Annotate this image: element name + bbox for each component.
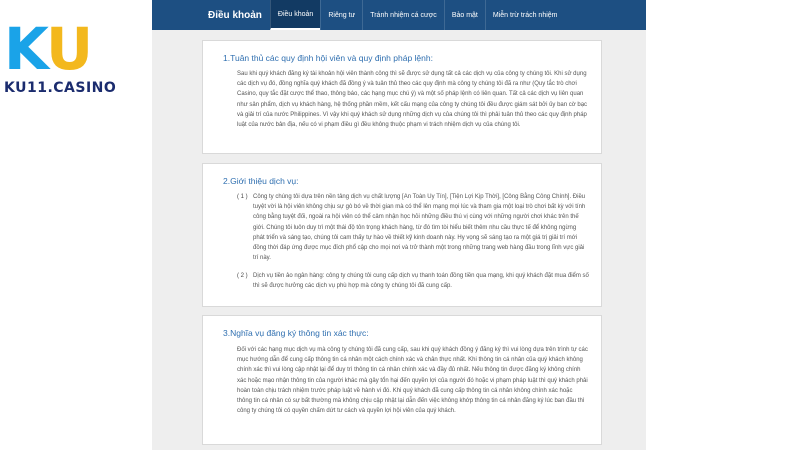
section-registration-obligation	[202, 315, 602, 445]
section-service-intro	[202, 163, 602, 307]
tab-rieng-tu[interactable]: Riêng tư	[320, 0, 362, 30]
logo-mark	[4, 15, 92, 83]
logo-u: U	[45, 15, 92, 83]
item-number: ( 1 )	[237, 194, 248, 200]
item-text: Dịch vụ tiền ảo ngân hàng: công ty chúng tôi cung cấp dịch vụ thanh toán đồng tiền qua mạng, khi quý khách đặt mua điểm số thì sẽ được hưởng các dịch vụ phù hợp mà công ty chúng tôi đã cung cấp.	[253, 273, 589, 290]
tab-dieu-khoan[interactable]: Điều khoản	[270, 0, 320, 30]
tab-tranh-nhiem-ca-cuoc[interactable]: Tránh nhiệm cá cược	[362, 0, 444, 30]
section-body: Sau khi quý khách đăng ký tài khoản hội viên thành công thì sẽ được sử dụng tất cả các dịch vụ của công ty chúng tôi. Khi sử dụng các dịch vụ đó, đồng nghĩa quý khách đã đồng ý và tuân thủ theo các quy định mà công ty chúng tôi đã ra như (Quy tắc trò chơi Casino, quy tắc đặt cược thể thao, thông báo, các hạng mục chú ý) và một số pháp lệnh có liên quan. Tất cả các dịch vụ liên quan như sản phẩm, dịch vụ khách hàng, hệ thống phần mềm, kết cấu mạng của công ty chúng tôi đều được giám sát bởi ủy ban cờ bạc và giải trí của nước Philippines. Vì vậy khi quý khách sử dụng những dịch vụ của chúng tôi thì phải tuân thủ theo các quy định pháp luật của nước bản địa, nếu có vi phạm điều gì đều không thuộc phạm vi trách nhiệm dịch vụ của chúng tôi.	[237, 71, 588, 129]
section-title: 3.Nghĩa vụ đăng ký thông tin xác thực:	[223, 328, 369, 338]
section-body: Đối với các hạng mục dịch vụ mà công ty chúng tôi đã cung cấp, sau khi quý khách đồng ý đăng ký thì vui lòng dựa trên trình tự các mục hướng dẫn để cung cấp thông tin cá nhân một cách chính xác và chân thực nhất. Khi thông tin cá nhân của quý khách không chính xác thì vui lòng cập nhật lại để duy trì thông tin cá nhân chính xác và đầy đủ nhất. Nếu thông tin được đăng ký không chính xác hoặc mạo nhận thông tin của người khác mà gây tổn hại đến quyền lợi của người đó hoặc vi phạm pháp luật thì quý khách phải hoàn toàn chịu trách nhiệm trước pháp luật về hành vi đó. Khi quý khách đã cung cấp thông tin cá nhân không chính xác hoặc thông tin cá nhân có sự bất thường mà không chịu cập nhật lại dẫn đến việc không khớp thông tin cá nhân đăng ký lúc ban đầu thì công ty chúng tôi có quyền chấm dứt tư cách và quyền lợi hội viên của quý khách.	[237, 347, 588, 415]
item-text: Công ty chúng tôi dựa trên nền tảng dịch vụ chất lượng [An Toàn Uy Tín], [Tiện Lợi Kịp Thời], [Công Bằng Công Chính]. Điều tuyệt vời là hội viên không chịu sự gò bó về thời gian mà có thể lên mạng mọi lúc và tham gia một loại trò chơi bất kỳ với tính công bằng tuyệt đối, ngoài ra hội viên có thể cảm nhận học hỏi những điều thú vị cùng với những người chơi khác trên thế giới. Chúng tôi luôn duy trì một thái độ tôn trọng khách hàng, từ đó tìm tòi hiểu biết thêm nhu cầu thực tế để không ngừng phát triển và sáng tạo, chúng tôi cam thấy tự hào về thiết kỹ kinh doanh này. Hy vọng sẽ sáng tạo ra một giá trị giải trí mới đồng thời đáp ứng được mục đích phổ cập cho mọi nơi và trở thành một trong những trang web hàng đầu trong lĩnh vực giải trí này.	[253, 194, 586, 262]
section-compliance	[202, 40, 602, 154]
logo-k: K	[4, 15, 46, 83]
section-title: 1.Tuân thủ các quy định hội viên và quy định pháp lệnh:	[223, 53, 433, 63]
item-number: ( 2 )	[237, 273, 248, 279]
terms-panel	[152, 0, 646, 450]
list-item	[237, 271, 589, 291]
logo-text: KU11.CASINO	[4, 80, 117, 96]
tab-bao-mat[interactable]: Bảo mật	[444, 0, 485, 30]
ku11-casino-logo[interactable]	[0, 15, 150, 108]
nav-title: Điều khoản	[208, 9, 262, 21]
section-title: 2.Giới thiệu dịch vụ:	[223, 176, 299, 186]
top-nav	[152, 0, 646, 30]
list-item	[237, 192, 589, 263]
tab-mien-tru-trach-nhiem[interactable]: Miễn trừ trách nhiệm	[485, 0, 565, 30]
